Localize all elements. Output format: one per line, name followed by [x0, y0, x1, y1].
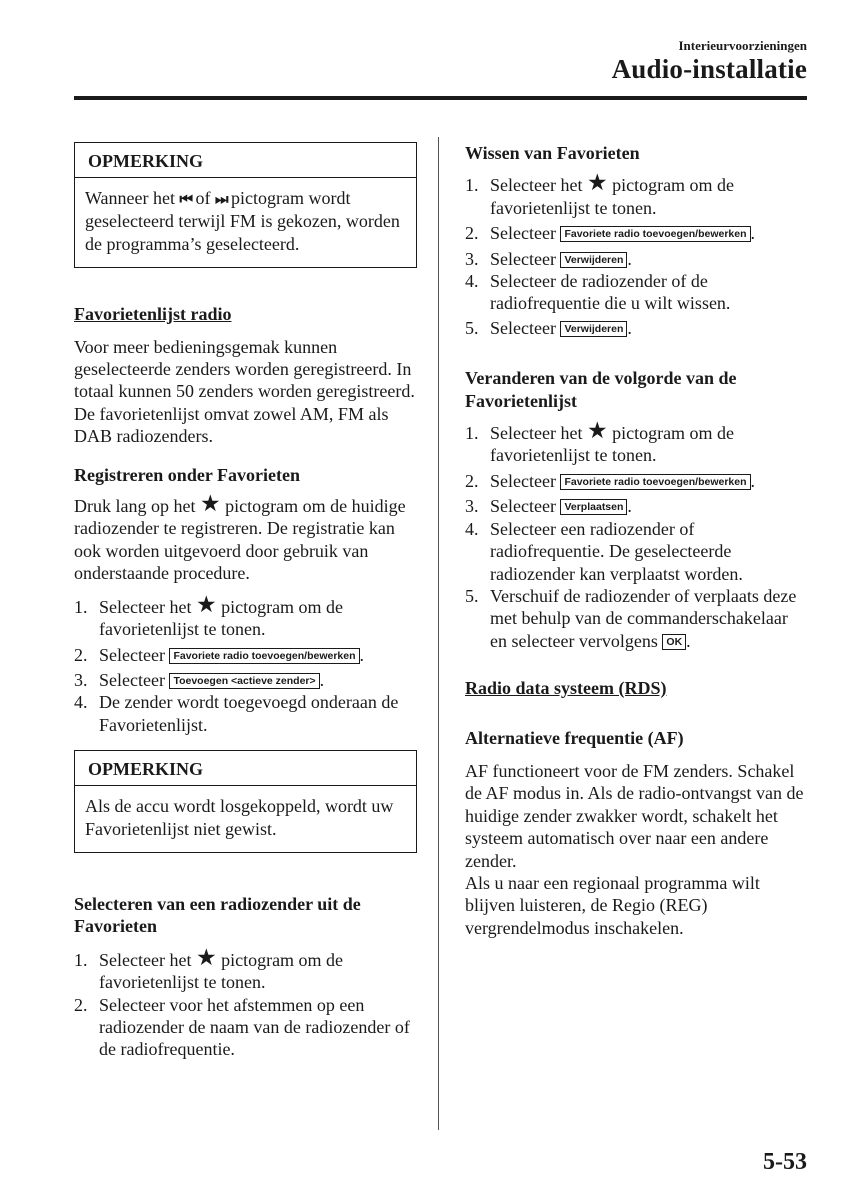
right-column — [465, 142, 805, 939]
star-icon: ★ — [199, 491, 221, 518]
note-box — [74, 750, 417, 853]
header-rule — [74, 96, 807, 100]
list-item: 5. Verschuif de radiozender of verplaats deze met behulp van de commanderschakelaar en selecteer vervolgens OK . — [465, 585, 797, 651]
register-text-part: pictogram om de huidige radiozender te registreren. De registratie kan ook worden uitgevoerd door gebruik van onderstaande procedure. — [74, 496, 406, 584]
note-text: Als de accu wordt losgekoppeld, wordt uw Favorietenlijst niet gewist. — [85, 796, 394, 839]
list-item: 1. Selecteer het ★ pictogram om de favorietenlijst te tonen. — [465, 418, 735, 466]
column-divider — [438, 137, 439, 1130]
af-text: AF functioneert voor de FM zenders. Schakel de AF modus in. Als de radio-ontvangst van de huidige zender zwakker wordt, schakelt het systeem automatisch over naar een andere zender. — [465, 760, 804, 871]
note-text — [75, 178, 416, 267]
list-item: 1. Selecteer het ★ pictogram om de favorietenlijst te tonen. — [74, 591, 344, 640]
ok-button: OK — [662, 634, 686, 650]
note-text-part: pictogram wordt geselecteerd terwijl FM is gekozen, worden de programma’s geselecteerd. — [85, 188, 400, 254]
list-item: 2. Selecteer Favoriete radio toevoegen/bewerken . — [465, 470, 756, 491]
previous-track-icon: ⏮ — [179, 190, 192, 208]
note-title: OPMERKING — [75, 143, 416, 178]
star-icon: ★ — [195, 591, 217, 618]
list-item: 1. Selecteer het ★ pictogram om de favorietenlijst te tonen. — [465, 170, 735, 218]
register-text — [74, 491, 417, 585]
note-text-part: of — [191, 188, 216, 208]
list-item: 2. Selecteer Favoriete radio toevoegen/bewerken . — [465, 223, 756, 244]
note-box — [74, 142, 417, 268]
move-button: Verplaatsen — [560, 499, 627, 515]
af-text: Als u naar een regionaal programma wilt blijven luisteren, de Regio (REG) vergrendelmodus inschakelen. — [465, 872, 760, 938]
favorites-add-edit-button: Favoriete radio toevoegen/bewerken — [560, 226, 750, 242]
register-steps — [74, 591, 417, 736]
reorder-steps — [465, 418, 805, 652]
list-item: 4. De zender wordt toegevoegd onderaan de Favorietenlijst. — [74, 692, 399, 735]
page-number: 5-53 — [763, 1149, 807, 1175]
favorites-heading: Favorietenlijst radio — [74, 304, 232, 325]
delete-steps — [465, 170, 805, 339]
list-item: 2. Selecteer voor het afstemmen op een radiozender de naam van de radiozender of de radiofrequentie. — [74, 994, 410, 1060]
register-heading: Registreren onder Favorieten — [74, 464, 300, 485]
register-text-part: Druk lang op het — [74, 496, 200, 517]
list-item: 4. Selecteer de radiozender of de radiofrequentie die u wilt wissen. — [465, 271, 731, 314]
list-item: 2. Selecteer Favoriete radio toevoegen/bewerken . — [74, 644, 365, 665]
list-item: 3. Selecteer Verwijderen . — [465, 248, 632, 269]
note-text-part: Wanneer het — [85, 188, 180, 208]
list-item: 1. Selecteer het ★ pictogram om de favorietenlijst te tonen. — [74, 944, 344, 993]
delete-button: Verwijderen — [560, 321, 627, 337]
rds-heading: Radio data systeem (RDS) — [465, 678, 667, 699]
star-icon: ★ — [586, 418, 608, 445]
select-steps — [74, 944, 417, 1061]
select-heading: Selecteren van een radiozender uit de Favorieten — [74, 893, 361, 937]
add-active-station-button: Toevoegen <actieve zender> — [169, 673, 319, 689]
next-track-icon: ⏭ — [215, 190, 227, 208]
note-title: OPMERKING — [75, 751, 416, 786]
favorites-add-edit-button: Favoriete radio toevoegen/bewerken — [169, 648, 359, 664]
list-item: 3. Selecteer Toevoegen <actieve zender> . — [74, 669, 325, 690]
list-item: 3. Selecteer Verplaatsen . — [465, 496, 632, 517]
left-column — [74, 142, 417, 1061]
page-title: Audio-installatie — [611, 54, 807, 84]
af-heading: Alternatieve frequentie (AF) — [465, 727, 684, 748]
star-icon: ★ — [195, 944, 217, 971]
section-title: Interieurvoorzieningen — [678, 38, 807, 53]
delete-button: Verwijderen — [560, 252, 627, 268]
list-item: 5. Selecteer Verwijderen . — [465, 317, 632, 338]
favorites-add-edit-button: Favoriete radio toevoegen/bewerken — [560, 474, 750, 490]
favorites-text: Voor meer bedieningsgemak kunnen geselecteerde zenders worden geregistreerd. In totaal kunnen 50 zenders worden geregistreerd. De favorietenlijst omvat zowel AM, FM als DAB radiozenders. — [74, 336, 415, 447]
list-item: 4. Selecteer een radiozender of radiofrequentie. De geselecteerde radiozender kan verplaatst worden. — [465, 518, 743, 584]
star-icon: ★ — [586, 170, 608, 197]
reorder-heading: Veranderen van de volgorde van de Favorietenlijst — [465, 368, 737, 411]
delete-heading: Wissen van Favorieten — [465, 143, 640, 163]
